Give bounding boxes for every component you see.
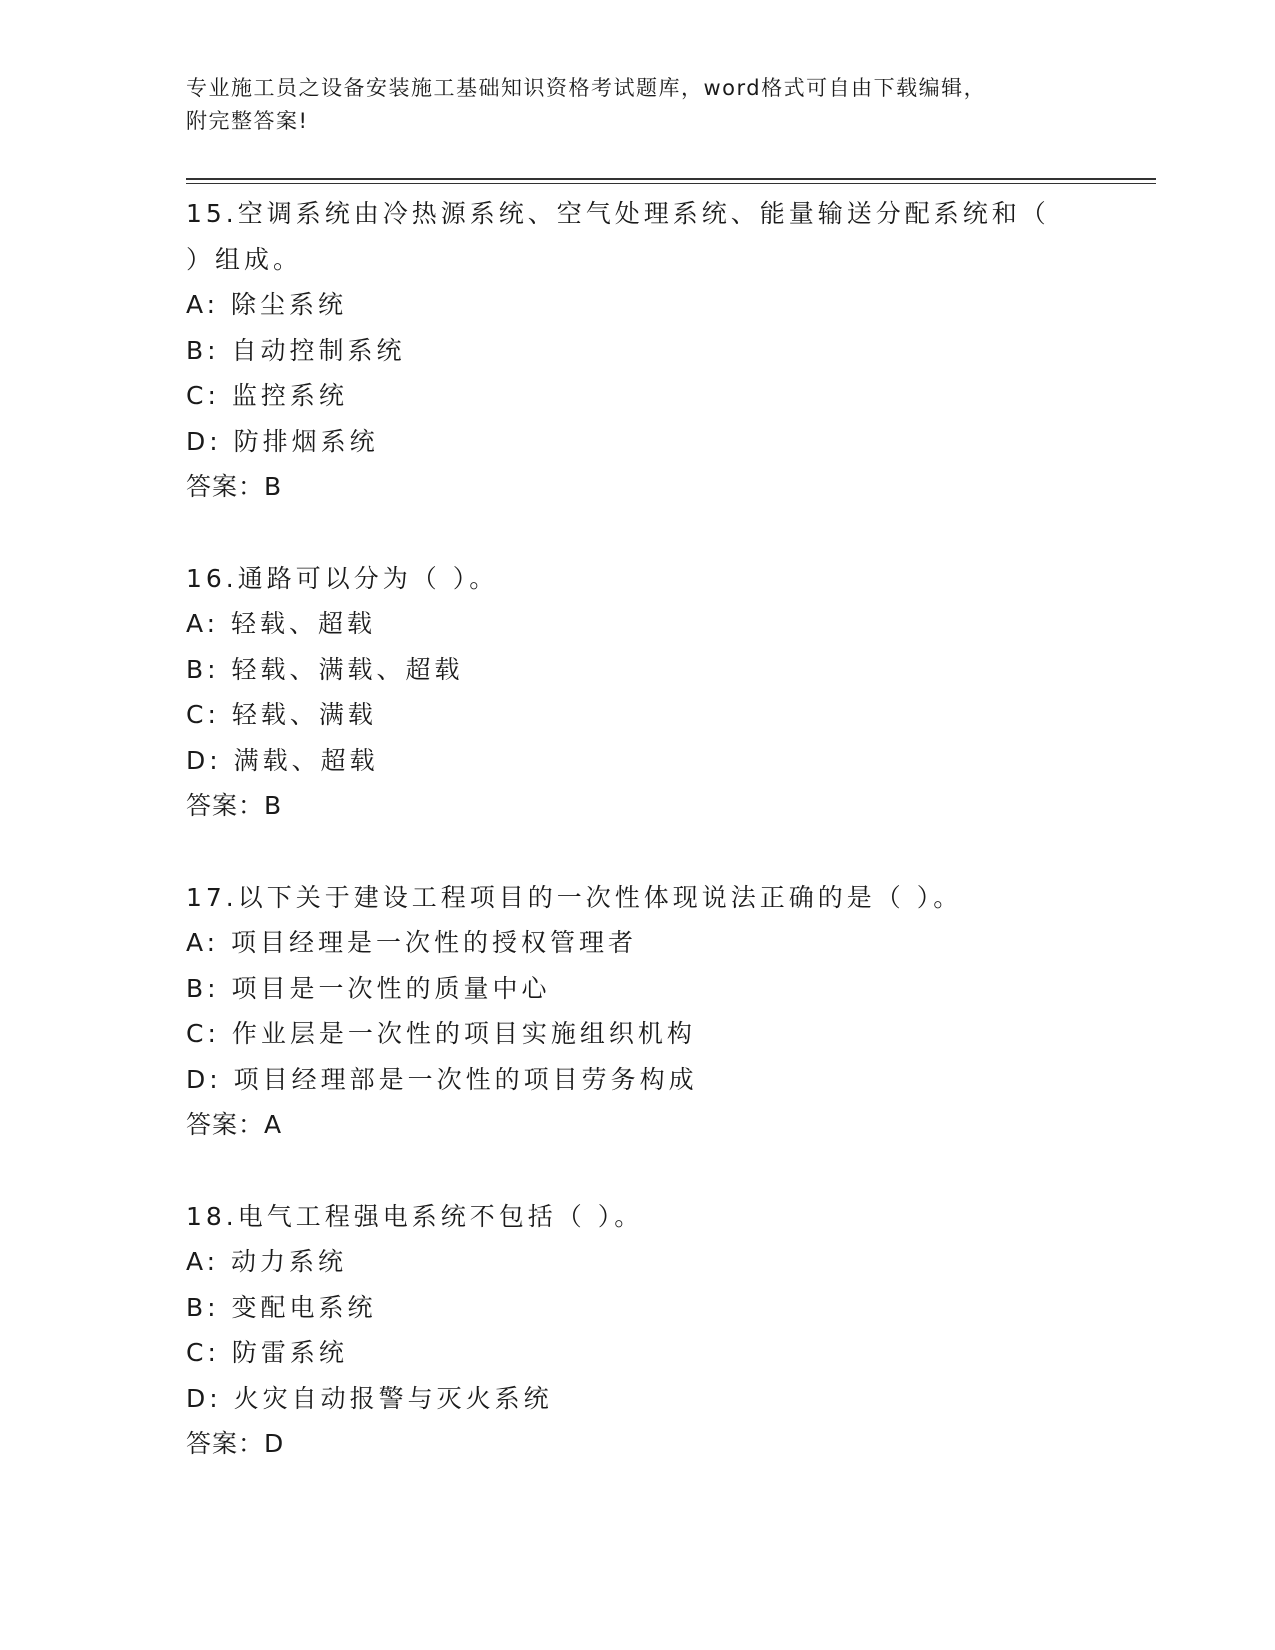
option-c: C: 轻载、满载: [186, 700, 377, 729]
header-line-1: 专业施工员之设备安装施工基础知识资格考试题库，word格式可自由下载编辑，: [186, 76, 987, 100]
header-line-2: 附完整答案!: [186, 109, 309, 133]
question-list: [186, 191, 1086, 1513]
question-stem: 16.通路可以分为（ ）。: [186, 563, 499, 593]
option-a: A: 除尘系统: [186, 290, 348, 319]
question-stem-continued: ）组成。: [186, 244, 303, 274]
question-stem: 15.空调系统由冷热源系统、空气处理系统、能量输送分配系统和（: [186, 199, 1050, 228]
question-stem: 18.电气工程强电系统不包括（ ）。: [186, 1201, 644, 1231]
option-b: B: 变配电系统: [186, 1292, 377, 1322]
option-b: B: 自动控制系统: [186, 335, 406, 365]
answer-line: 答案：B: [186, 791, 283, 820]
question-15: [186, 191, 1086, 510]
answer-line: 答案：B: [186, 472, 283, 501]
option-c: C: 防雷系统: [186, 1338, 348, 1367]
option-d: D: 火灾自动报警与灭火系统: [186, 1383, 553, 1413]
header-divider: [186, 178, 1156, 184]
document-header: [186, 72, 1086, 138]
option-a: A: 项目经理是一次性的授权管理者: [186, 928, 638, 957]
option-b: B: 轻载、满载、超载: [186, 654, 464, 684]
option-a: A: 轻载、超载: [186, 609, 377, 638]
question-stem: 17.以下关于建设工程项目的一次性体现说法正确的是（ ）。: [186, 882, 963, 912]
option-d: D: 项目经理部是一次性的项目劳务构成: [186, 1064, 698, 1094]
option-c: C: 作业层是一次性的项目实施组织机构: [186, 1019, 696, 1048]
question-18: [186, 1194, 1086, 1467]
question-16: [186, 556, 1086, 829]
option-b: B: 项目是一次性的质量中心: [186, 973, 551, 1003]
option-d: D: 防排烟系统: [186, 426, 379, 456]
question-17: [186, 875, 1086, 1148]
answer-line: 答案：A: [186, 1110, 283, 1139]
answer-line: 答案：D: [186, 1429, 285, 1458]
option-d: D: 满载、超载: [186, 745, 379, 775]
option-a: A: 动力系统: [186, 1247, 348, 1276]
option-c: C: 监控系统: [186, 381, 348, 410]
